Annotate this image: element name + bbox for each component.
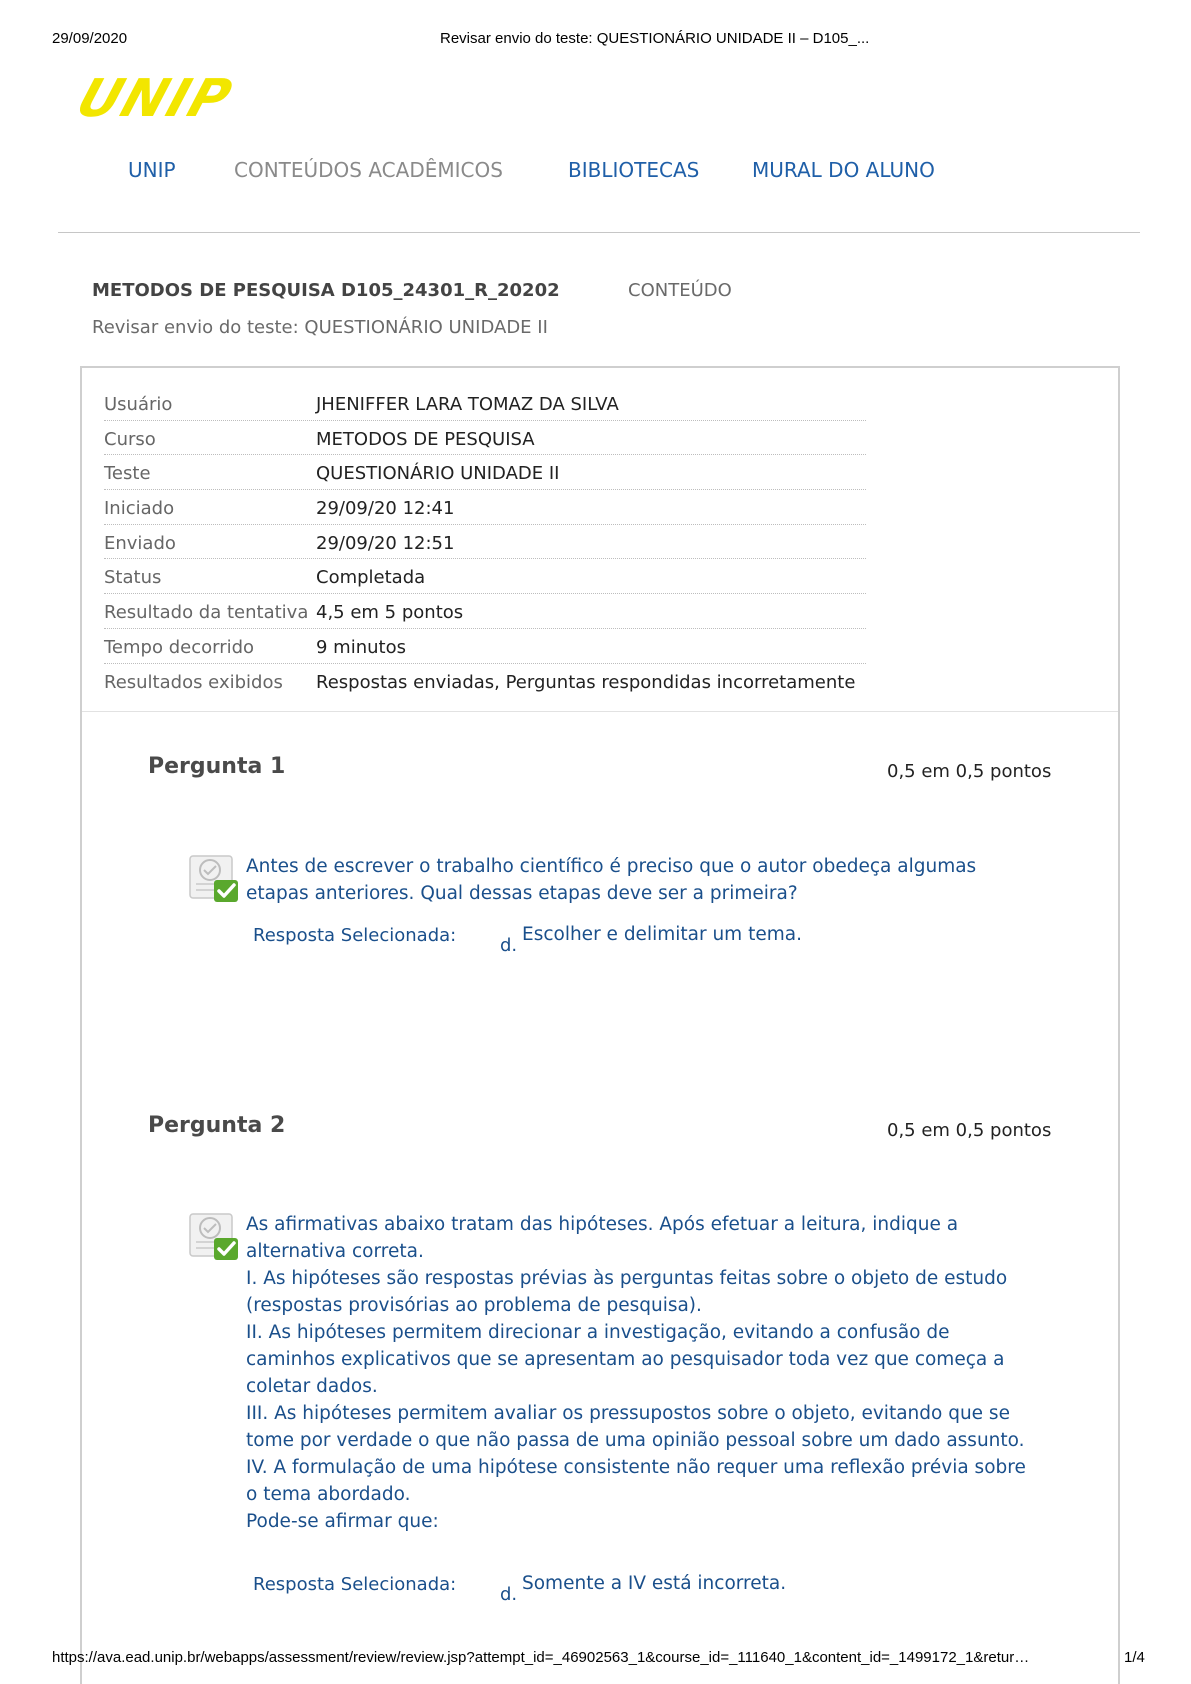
selected-answer-letter: d. (500, 1584, 518, 1605)
info-value: METODOS DE PESQUISA (316, 428, 535, 450)
info-value: 4,5 em 5 pontos (316, 602, 464, 624)
question-text-line: Pode-se afirmar que: (246, 1511, 439, 1532)
info-label: Tempo decorrido (104, 636, 255, 658)
question-text-line: alternativa correta. (246, 1241, 424, 1262)
question-text-line: As afirmativas abaixo tratam das hipóteses. Após efetuar a leitura, indique a (246, 1214, 959, 1235)
question-2-title: Pergunta 2 (148, 1113, 286, 1138)
nav-item-unip[interactable]: UNIP (128, 158, 176, 182)
info-label: Curso (104, 428, 156, 450)
question-1-text (246, 853, 1026, 907)
info-row-resultados-exibidos (104, 664, 866, 699)
selected-answer-text: Somente a IV está incorreta. (522, 1573, 787, 1594)
breadcrumb-section[interactable]: CONTEÚDO (628, 280, 732, 301)
info-value: 9 minutos (316, 636, 406, 658)
question-text-line: Antes de escrever o trabalho científico é preciso que o autor obedeça algumas (246, 856, 977, 877)
info-value: Completada (316, 567, 426, 589)
selected-answer-letter: d. (500, 935, 518, 956)
print-page-number: 1/4 (1124, 1649, 1145, 1666)
question-1-points: 0,5 em 0,5 pontos (887, 761, 1052, 782)
unip-logo[interactable] (76, 72, 270, 122)
info-value: 29/09/20 12:51 (316, 532, 455, 554)
page-title: Revisar envio do teste: QUESTIONÁRIO UNIDADE II (92, 317, 548, 338)
nav-item-mural-do-aluno[interactable]: MURAL DO ALUNO (752, 158, 935, 182)
attempt-summary (82, 368, 1118, 712)
print-date: 29/09/2020 (52, 30, 128, 47)
info-row-resultado (104, 594, 866, 629)
question-text-line: I. As hipóteses são respostas prévias às perguntas feitas sobre o objeto de estudo (246, 1268, 1008, 1289)
info-row-usuario (104, 386, 866, 421)
correct-answer-icon (188, 1212, 240, 1262)
info-row-status (104, 559, 866, 594)
info-value: QUESTIONÁRIO UNIDADE II (316, 463, 560, 485)
selected-answer-label: Resposta Selecionada: (253, 1574, 457, 1595)
unip-logo-icon (76, 72, 270, 122)
info-label: Status (104, 567, 162, 589)
question-text-line: tome por verdade o que não passa de uma opinião pessoal sobre um dado assunto. (246, 1430, 1025, 1451)
question-1-title: Pergunta 1 (148, 754, 286, 779)
info-label: Resultado da tentativa (104, 602, 309, 624)
question-text-line: II. As hipóteses permitem direcionar a investigação, evitando a confusão de (246, 1322, 950, 1343)
info-label: Usuário (104, 394, 173, 415)
info-label: Iniciado (104, 498, 175, 520)
question-text-line: (respostas provisórias ao problema de pesquisa). (246, 1295, 702, 1316)
info-row-curso (104, 421, 866, 456)
info-label: Enviado (104, 532, 176, 554)
question-2-points: 0,5 em 0,5 pontos (887, 1120, 1052, 1141)
info-row-teste (104, 455, 866, 490)
selected-answer-label: Resposta Selecionada: (253, 925, 457, 946)
info-row-iniciado (104, 490, 866, 525)
attempt-info-table (104, 386, 866, 698)
info-value: JHENIFFER LARA TOMAZ DA SILVA (316, 394, 619, 415)
selected-answer-text: Escolher e delimitar um tema. (522, 924, 802, 945)
print-page-title: Revisar envio do teste: QUESTIONÁRIO UNIDADE II – D105_... (440, 30, 870, 47)
info-label: Resultados exibidos (104, 671, 283, 693)
info-row-enviado (104, 525, 866, 560)
question-2-text (246, 1211, 1026, 1535)
nav-item-conteudos-academicos[interactable]: CONTEÚDOS ACADÊMICOS (234, 158, 503, 182)
logo-text: UNIP (76, 72, 241, 122)
question-text-line: coletar dados. (246, 1376, 378, 1397)
header-divider (58, 232, 1140, 233)
print-url: https://ava.ead.unip.br/webapps/assessment/review/review.jsp?attempt_id=_46902563_1&course_id=_111640_1&content_id=_1499172_1&retur… (52, 1649, 1030, 1666)
info-value: 29/09/20 12:41 (316, 498, 455, 520)
question-text-line: caminhos explicativos que se apresentam ao pesquisador toda vez que começa a (246, 1349, 1005, 1370)
question-text-line: o tema abordado. (246, 1484, 411, 1505)
question-text-line: III. As hipóteses permitem avaliar os pressupostos sobre o objeto, evitando que se (246, 1403, 1010, 1424)
info-value: Respostas enviadas, Perguntas respondidas incorretamente (316, 671, 856, 693)
question-text-line: IV. A formulação de uma hipótese consistente não requer uma reflexão prévia sobre (246, 1457, 1026, 1478)
nav-item-bibliotecas[interactable]: BIBLIOTECAS (568, 158, 700, 182)
question-text-line: etapas anteriores. Qual dessas etapas deve ser a primeira? (246, 883, 798, 904)
breadcrumb-course[interactable]: METODOS DE PESQUISA D105_24301_R_20202 (92, 280, 560, 301)
info-row-tempo (104, 629, 866, 664)
info-label: Teste (104, 463, 151, 485)
correct-answer-icon (188, 854, 240, 904)
